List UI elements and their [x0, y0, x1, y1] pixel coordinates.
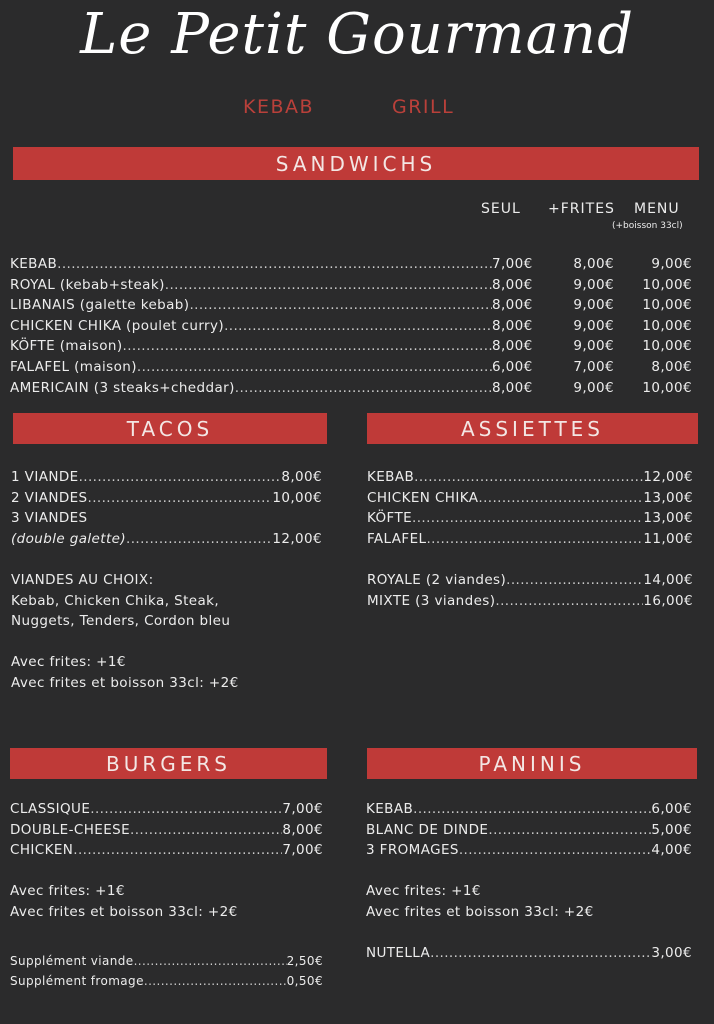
section-header-assiettes: ASSIETTES [367, 413, 698, 444]
item-price: 6,00€ [651, 801, 692, 817]
dot-leader [506, 570, 643, 591]
dot-leader [123, 336, 493, 357]
dot-leader [126, 529, 272, 550]
item-price: 10,00€ [272, 489, 322, 506]
item-price: 16,00€ [643, 592, 693, 609]
price-frites: 9,00€ [573, 379, 614, 396]
item-name: FALAFEL (maison) [10, 358, 137, 375]
item-name: KEBAB [367, 469, 415, 485]
item-price: 12,00€ [643, 469, 693, 485]
item-price: 14,00€ [643, 571, 693, 588]
price-frites: 9,00€ [573, 317, 614, 334]
restaurant-logo-title: Le Petit Gourmand [80, 2, 634, 67]
sandwich-row [10, 275, 692, 296]
item-name: BLANC DE DINDE [366, 821, 489, 838]
dot-leader [134, 951, 287, 972]
item-price: 8,00€ [282, 821, 323, 838]
item-name: NUTELLA [366, 945, 431, 962]
dot-leader [488, 820, 651, 841]
dot-leader [478, 488, 643, 509]
item-name: AMERICAIN (3 steaks+cheddar) [10, 379, 235, 396]
item-name: 2 VIANDES [11, 489, 88, 506]
item-name: 1 VIANDE [11, 469, 79, 485]
dot-leader [79, 467, 282, 488]
item-name: FALAFEL [367, 530, 427, 547]
tacos-section [11, 467, 322, 694]
menu-item [367, 508, 693, 529]
item-price: 0,50€ [286, 974, 323, 989]
column-seul: SEUL [481, 201, 521, 217]
menu-item [10, 971, 323, 992]
item-name: CHICKEN CHIKA (poulet curry) [10, 317, 225, 334]
item-name: (double galette) [11, 530, 127, 547]
extra-frites-boisson: Avec frites et boisson 33cl: +2€ [11, 674, 239, 691]
item-price: 3,00€ [651, 945, 692, 962]
price-menu: 10,00€ [642, 338, 692, 355]
dot-leader [137, 357, 492, 378]
price-menu: 10,00€ [642, 297, 692, 314]
sandwich-list [10, 254, 692, 398]
item-price: 13,00€ [643, 489, 693, 506]
price-seul: 7,00€ [492, 256, 533, 272]
item-price: 11,00€ [643, 530, 693, 547]
item-name: CHICKEN CHIKA [367, 489, 479, 506]
dot-leader [90, 799, 282, 820]
item-name: ROYALE (2 viandes) [367, 571, 507, 588]
item-price: 5,00€ [651, 821, 692, 838]
price-frites: 8,00€ [573, 256, 614, 272]
item-name: CHICKEN [10, 842, 74, 859]
section-header-sandwichs: SANDWICHS [13, 147, 699, 180]
item-price: 4,00€ [651, 842, 692, 859]
dot-leader [426, 529, 643, 550]
subtitle-kebab: KEBAB [243, 96, 315, 118]
item-price: 2,50€ [286, 953, 323, 968]
menu-item [367, 570, 693, 591]
item-name: KÖFTE [367, 510, 413, 527]
section-header-paninis: PANINIS [367, 748, 697, 779]
price-frites: 9,00€ [573, 338, 614, 355]
item-price: 8,00€ [281, 469, 322, 485]
menu-item [366, 943, 692, 964]
dot-leader [144, 971, 287, 992]
extra-frites: Avec frites: +1€ [10, 883, 125, 900]
dot-leader [235, 378, 492, 399]
menu-item [367, 488, 693, 509]
item-price: 7,00€ [282, 801, 323, 817]
menu-item [10, 840, 323, 861]
item-name: LIBANAIS (galette kebab) [10, 297, 190, 314]
assiettes-section [367, 467, 693, 611]
viandes-line: Nuggets, Tenders, Cordon bleu [11, 613, 231, 630]
menu-item [10, 820, 323, 841]
price-menu: 9,00€ [651, 256, 692, 272]
dot-leader [430, 943, 651, 964]
price-menu: 8,00€ [651, 358, 692, 375]
dot-leader [130, 820, 282, 841]
section-header-tacos: TACOS [13, 413, 327, 444]
sandwich-row [10, 295, 692, 316]
price-seul: 8,00€ [492, 276, 533, 293]
extra-frites-boisson: Avec frites et boisson 33cl: +2€ [10, 903, 238, 920]
extra-frites: Avec frites: +1€ [11, 654, 126, 671]
dot-leader [414, 467, 643, 488]
dot-leader [224, 316, 492, 337]
item-name: KEBAB [10, 256, 58, 272]
dot-leader [73, 840, 282, 861]
price-menu: 10,00€ [642, 317, 692, 334]
menu-item [366, 840, 692, 861]
burgers-section [10, 799, 323, 992]
paninis-section [366, 799, 692, 964]
item-price: 13,00€ [643, 510, 693, 527]
menu-item [367, 591, 693, 612]
dot-leader [189, 295, 492, 316]
menu-item [10, 799, 323, 820]
price-seul: 8,00€ [492, 379, 533, 396]
viandes-title: VIANDES AU CHOIX: [11, 571, 154, 588]
item-name: KEBAB [366, 801, 414, 817]
item-price: 12,00€ [272, 530, 322, 547]
sandwich-row [10, 378, 692, 399]
item-name: Supplément fromage [10, 974, 144, 989]
column-frites: +FRITES [548, 201, 615, 217]
item-price: 7,00€ [282, 842, 323, 859]
price-menu: 10,00€ [642, 379, 692, 396]
dot-leader [413, 799, 651, 820]
dot-leader [165, 275, 492, 296]
price-seul: 8,00€ [492, 317, 533, 334]
section-header-burgers: BURGERS [10, 748, 327, 779]
item-name: MIXTE (3 viandes) [367, 592, 496, 609]
menu-item [366, 799, 692, 820]
price-frites: 9,00€ [573, 276, 614, 293]
dot-leader [412, 508, 643, 529]
extra-frites: Avec frites: +1€ [366, 883, 481, 900]
menu-item [366, 820, 692, 841]
item-name: DOUBLE-CHEESE [10, 821, 131, 838]
tacos-three-label: 3 VIANDES [11, 510, 88, 527]
viandes-line: Kebab, Chicken Chika, Steak, [11, 592, 220, 609]
menu-item [10, 951, 323, 972]
subtitle-grill: GRILL [392, 96, 455, 118]
price-frites: 9,00€ [573, 297, 614, 314]
price-menu: 10,00€ [642, 276, 692, 293]
dot-leader [459, 840, 651, 861]
item-name: CLASSIQUE [10, 801, 91, 817]
dot-leader [57, 254, 492, 275]
sandwich-row [10, 254, 692, 275]
item-name: KÖFTE (maison) [10, 338, 123, 355]
item-name: Supplément viande [10, 953, 134, 968]
menu-item [11, 467, 322, 488]
sandwich-row [10, 336, 692, 357]
menu-item [11, 529, 322, 550]
sandwich-row [10, 316, 692, 337]
dot-leader [495, 591, 643, 612]
sandwich-row [10, 357, 692, 378]
extra-frites-boisson: Avec frites et boisson 33cl: +2€ [366, 903, 594, 920]
price-seul: 8,00€ [492, 338, 533, 355]
price-frites: 7,00€ [573, 358, 614, 375]
dot-leader [88, 488, 273, 509]
column-menu: MENU [634, 201, 680, 217]
menu-item [367, 529, 693, 550]
menu-item [367, 467, 693, 488]
item-name: ROYAL (kebab+steak) [10, 276, 165, 293]
column-menu-note: (+boisson 33cl) [612, 221, 683, 231]
price-seul: 6,00€ [492, 358, 533, 375]
item-name: 3 FROMAGES [366, 842, 459, 859]
menu-item [11, 488, 322, 509]
price-seul: 8,00€ [492, 297, 533, 314]
